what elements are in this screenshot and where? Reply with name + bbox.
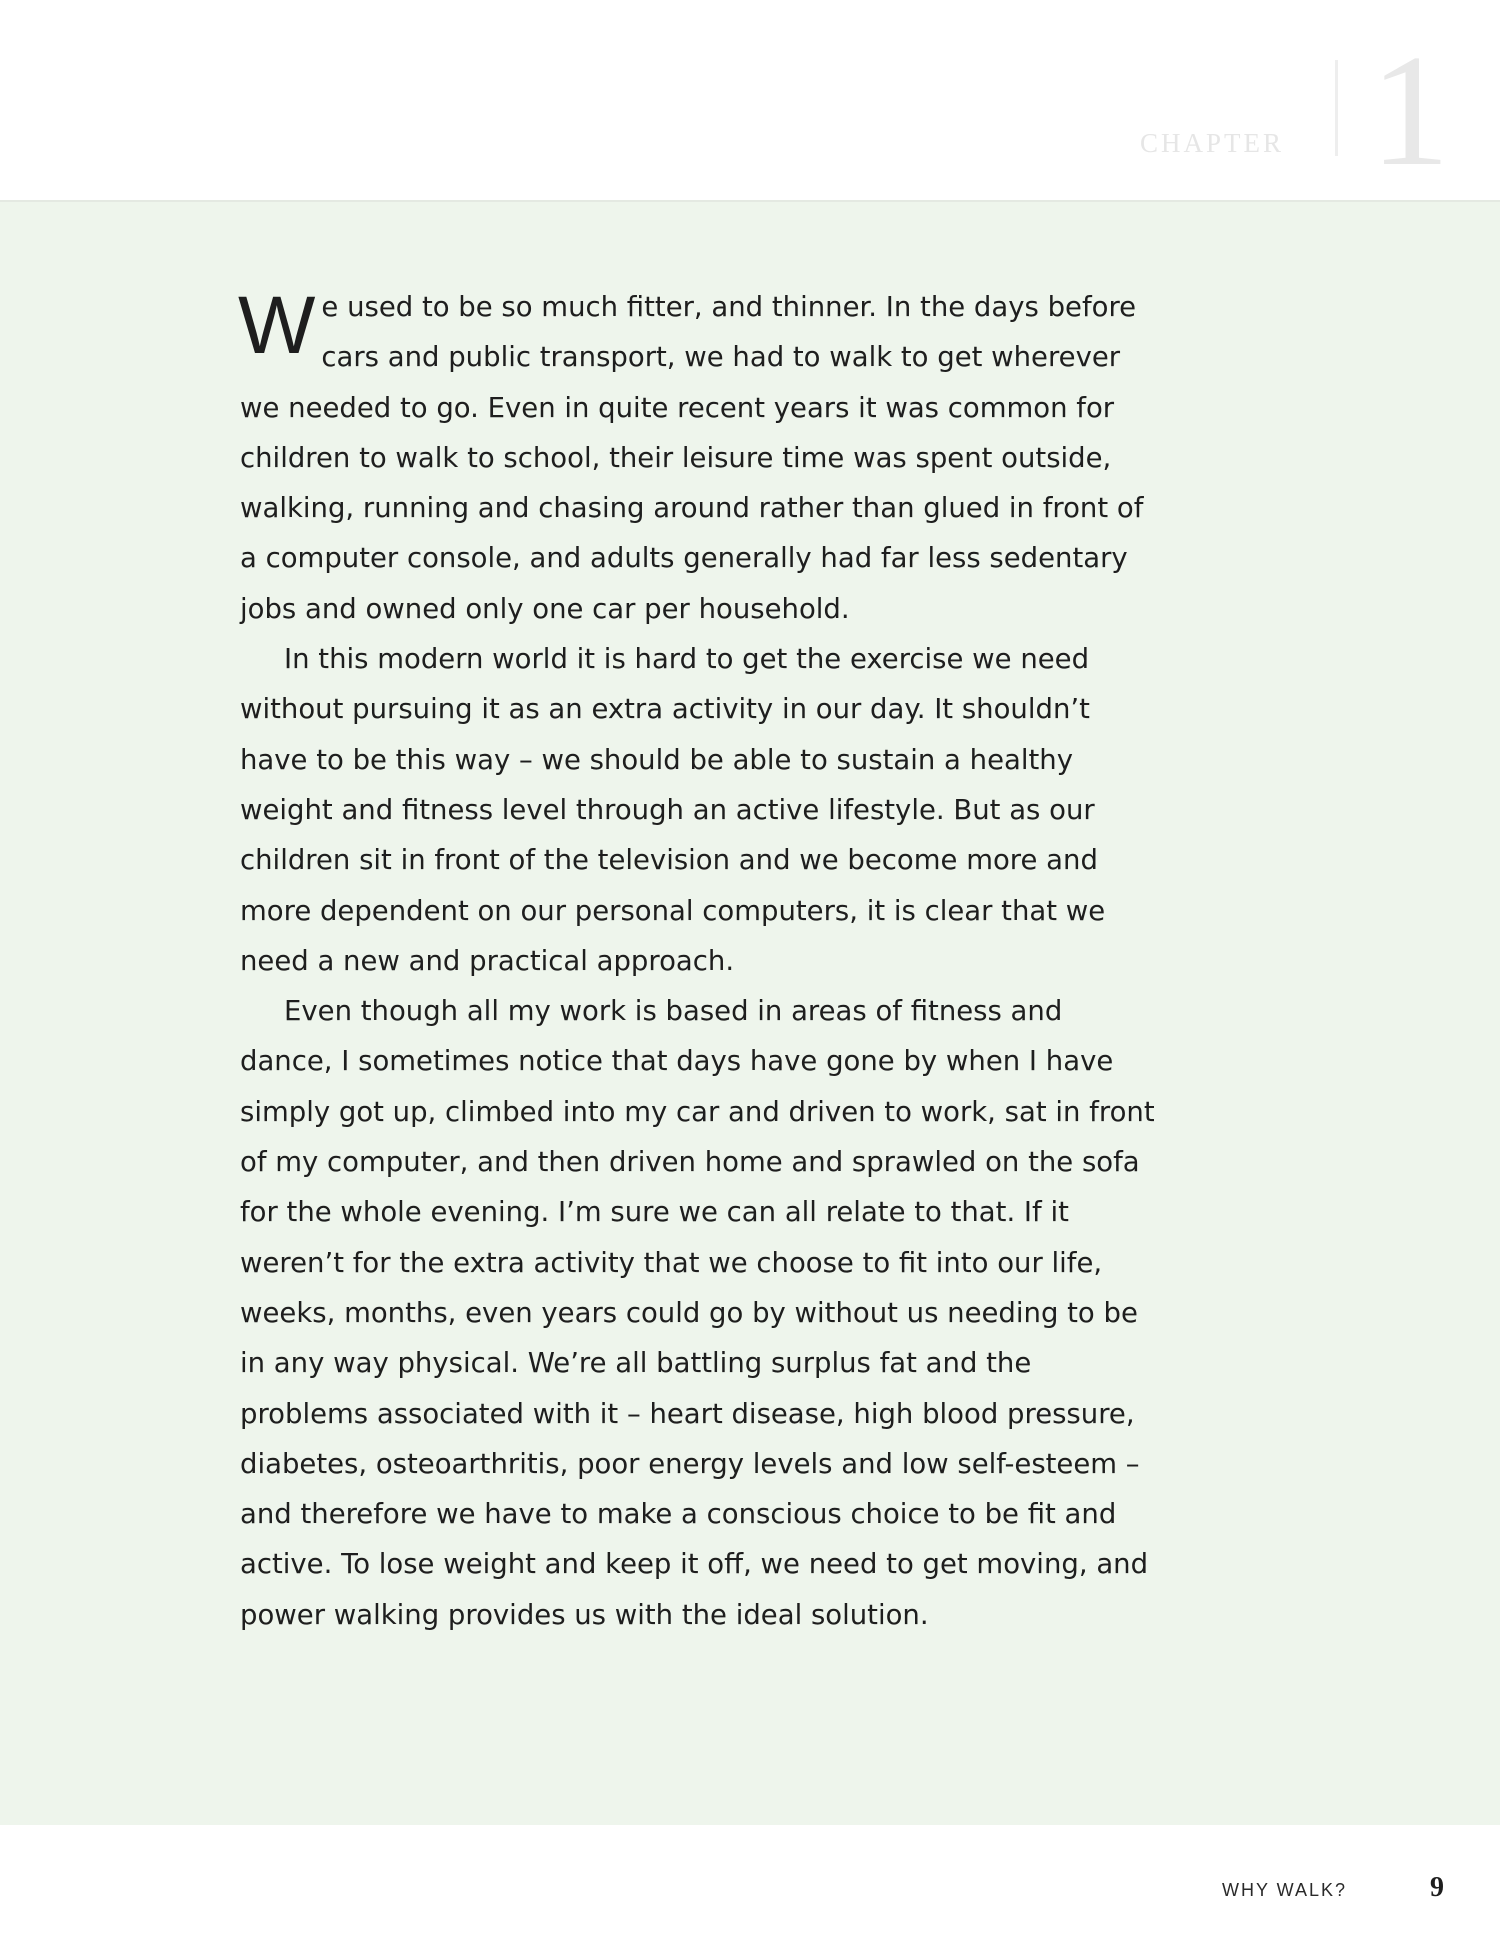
- paragraph-2: In this modern world it is hard to get the exercise we need without pursuing it as an extra activity in our day. It shouldn’t have to be this way – we should be able to sustain a healthy weight and fitness level through an active lifestyle. But as our children sit in front of the television and we become more and more dependent on our personal computers, it is clear that we need a new and practical approach.: [240, 643, 1106, 977]
- chapter-label: CHAPTER: [1140, 128, 1285, 158]
- paragraph-1: [240, 282, 1160, 634]
- chapter-number: 1: [1370, 21, 1450, 199]
- running-title: WHY WALK?: [1222, 1880, 1348, 1900]
- header-band: [0, 0, 1500, 200]
- paragraph-3: Even though all my work is based in areas of fitness and dance, I sometimes notice that days have gone by when I have simply got up, climbed into my car and driven to work, sat in front of my computer, and then driven home and sprawled on the sofa for the whole evening. I’m sure we can all relate to that. If it weren’t for the extra activity that we choose to fit into our life, weeks, months, even years could go by without us needing to be in any way physical. We’re all battling surplus fat and the problems associated with it – heart disease, high blood pressure, diabetes, osteoarthritis, poor energy levels and low self-esteem – and therefore we have to make a conscious choice to be fit and active. To lose weight and keep it off, we need to get moving, and power walking provides us with the ideal solution.: [240, 995, 1155, 1631]
- chapter-divider: [1335, 60, 1338, 156]
- page-number: 9: [1430, 1872, 1444, 1903]
- body-text: [240, 282, 1160, 1640]
- drop-cap: W: [238, 280, 316, 371]
- paragraph-1-text: e used to be so much fitter, and thinner. In the days before cars and public transport, we had to walk to get wherever we needed to go. Even in quite recent years it was common for children to walk to school, their leisure time was spent outside, walking, running and chasing around rather than glued in front of a computer console, and adults generally had far less sedentary jobs and owned only one car per household.: [240, 291, 1144, 625]
